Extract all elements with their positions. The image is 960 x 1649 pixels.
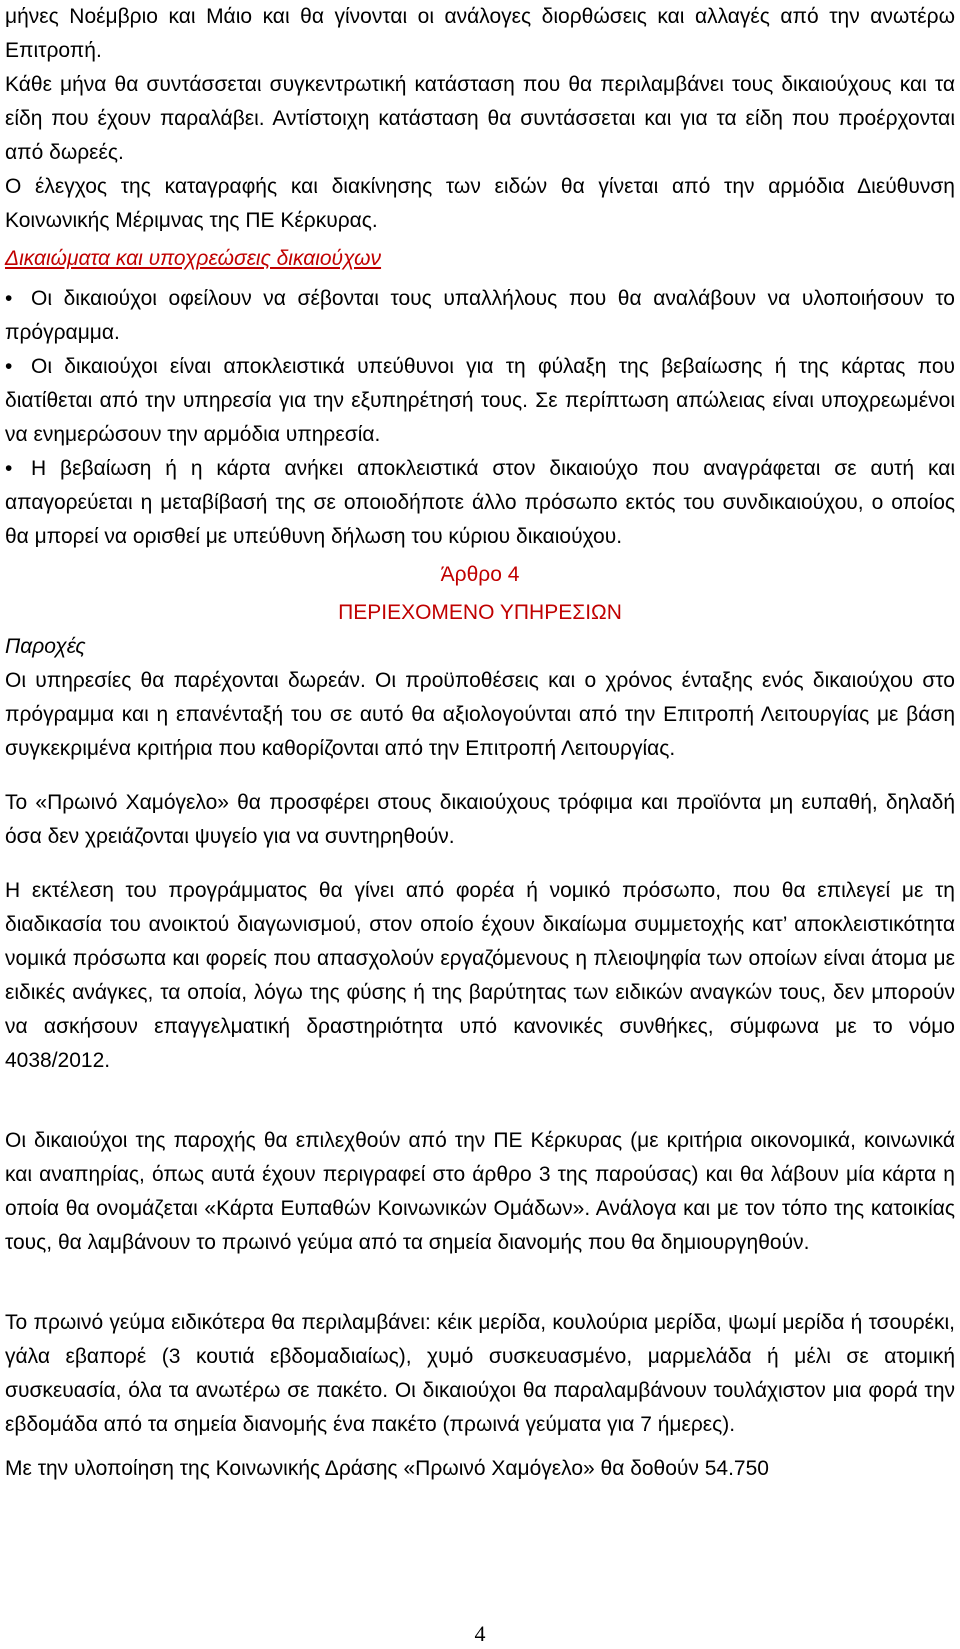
paragraph-committee-corrections: μήνες Νοέμβριο και Μάιο και θα γίνονται οι ανάλογες διορθώσεις και αλλαγές από την ανωτέρω Επιτροπή.	[5, 5, 955, 62]
rights-bullet-text: Η βεβαίωση ή η κάρτα ανήκει αποκλειστικά στον δικαιούχο που αναγράφεται σε αυτή και απαγορεύεται η μεταβίβασή της σε οποιοδήποτε άλλο πρόσωπο εκτός του συνδικαιούχου, ο οποίος θα μπορεί να ορισθεί με υπεύθυνη δήλωση του κύριου δικαιούχου.	[5, 457, 955, 548]
paragraph-monthly-report: Κάθε μήνα θα συντάσσεται συγκεντρωτική κατάσταση που θα περιλαμβάνει τους δικαιούχους και τα είδη που έχουν παραλάβει. Αντίστοιχη κατάσταση θα συντάσσεται και για τα είδη που προέρχονται από δωρεές.	[5, 73, 955, 164]
provisions-paragraph-execution: Η εκτέλεση του προγράμματος θα γίνει από φορέα ή νομικό πρόσωπο, που θα επιλεγεί με τη διαδικασία του ανοικτού διαγωνισμού, στον οποίο έχουν δικαίωμα συμμετοχής κατ’ αποκλειστικότητα νομικά πρόσωπα και φορείς που απασχολούν εργαζόμενους η πλειοψηφία των οποίων είναι άτομα με ειδικές ανάγκες, τα οποία, λόγω της φύσης ή της βαρύτητας των ειδικών αναγκών τους, δεν μπορούν να ασκήσουν επαγγελματική δραστηριότητα υπό κανονικές συνθήκες, σύμφωνα με το νόμο 4038/2012.	[5, 879, 955, 1072]
provisions-paragraph-implementation: Με την υλοποίηση της Κοινωνικής Δράσης «Πρωινό Χαμόγελο» θα δοθούν 54.750	[5, 1457, 769, 1480]
page-number: 4	[474, 1621, 486, 1646]
article-title: ΠΕΡΙΕΧΟΜΕΝΟ ΥΠΗΡΕΣΙΩΝ	[338, 601, 622, 624]
provisions-paragraph-beneficiaries: Οι δικαιούχοι της παροχής θα επιλεχθούν από την ΠΕ Κέρκυρας (με κριτήρια οικονομικά, κοινωνικά και αναπηρίας, όπως αυτά έχουν περιγραφεί στο άρθρο 3 της παρούσας) και θα λάβουν μία κάρτα η οποία θα ονομάζεται «Κάρτα Ευπαθών Κοινωνικών Ομάδων». Ανάλογα και με τον τόπο της κατοικίας τους, θα λαμβάνουν το πρωινό γεύμα από τα σημεία διανομής που θα δημιουργηθούν.	[5, 1129, 955, 1254]
rights-bullet-3	[5, 452, 955, 554]
rights-bullet-text: Οι δικαιούχοι είναι αποκλειστικά υπεύθυνοι για τη φύλαξη της βεβαίωσης ή της κάρτας που διατίθεται από την υπηρεσία για την εξυπηρέτησή τους. Σε περίπτωση απώλειας είναι υποχρεωμένοι να ενημερώσουν την αρμόδια υπηρεσία.	[5, 355, 955, 446]
provisions-paragraph-breakfast: Το πρωινό γεύμα ειδικότερα θα περιλαμβάνει: κέικ μερίδα, κουλούρια μερίδα, ψωμί μερίδα ή τσουρέκι, γάλα εβαπορέ (3 κουτιά εβδομαδιαίως), χυμό συσκευασμένο, μαρμελάδα ή μέλι σε ατομική συσκευασία, όλα τα ανωτέρω σε πακέτο. Οι δικαιούχοι θα παραλαμβάνουν τουλάχιστον μια φορά την εβδομάδα από τα σημεία διανομής ένα πακέτο (πρωινά γεύματα για 7 ήμερες).	[5, 1311, 955, 1436]
rights-bullet-1	[5, 282, 955, 350]
bullet-icon: •	[5, 355, 13, 378]
bullet-icon: •	[5, 457, 13, 480]
document-page	[5, 0, 955, 1486]
rights-bullet-text: Οι δικαιούχοι οφείλουν να σέβονται τους υπαλλήλους που θα αναλάβουν να υλοποιήσουν το πρόγραμμα.	[5, 287, 955, 344]
provisions-paragraph-free-services: Οι υπηρεσίες θα παρέχονται δωρεάν. Οι προϋποθέσεις και ο χρόνος ένταξης ενός δικαιούχου στο πρόγραμμα και η επανένταξή του σε αυτό θα αξιολογούνται από την Επιτροπή Λειτουργίας με βάση συγκεκριμένα κριτήρια που καθορίζονται από την Επιτροπή Λειτουργίας.	[5, 669, 955, 760]
provisions-heading: Παροχές	[5, 635, 86, 658]
bullet-icon: •	[5, 287, 13, 310]
provisions-paragraph-products: Το «Πρωινό Χαμόγελο» θα προσφέρει στους δικαιούχους τρόφιμα και προϊόντα μη ευπαθή, δηλαδή όσα δεν χρειάζονται ψυγείο για να συντηρηθούν.	[5, 791, 955, 848]
article-number: Άρθρο 4	[440, 563, 520, 586]
paragraph-control: Ο έλεγχος της καταγραφής και διακίνησης των ειδών θα γίνεται από την αρμόδια Διεύθυνση Κοινωνικής Μέριμνας της ΠΕ Κέρκυρας.	[5, 175, 955, 232]
rights-heading: Δικαιώματα και υποχρεώσεις δικαιούχων	[5, 247, 382, 270]
rights-bullet-2	[5, 350, 955, 452]
